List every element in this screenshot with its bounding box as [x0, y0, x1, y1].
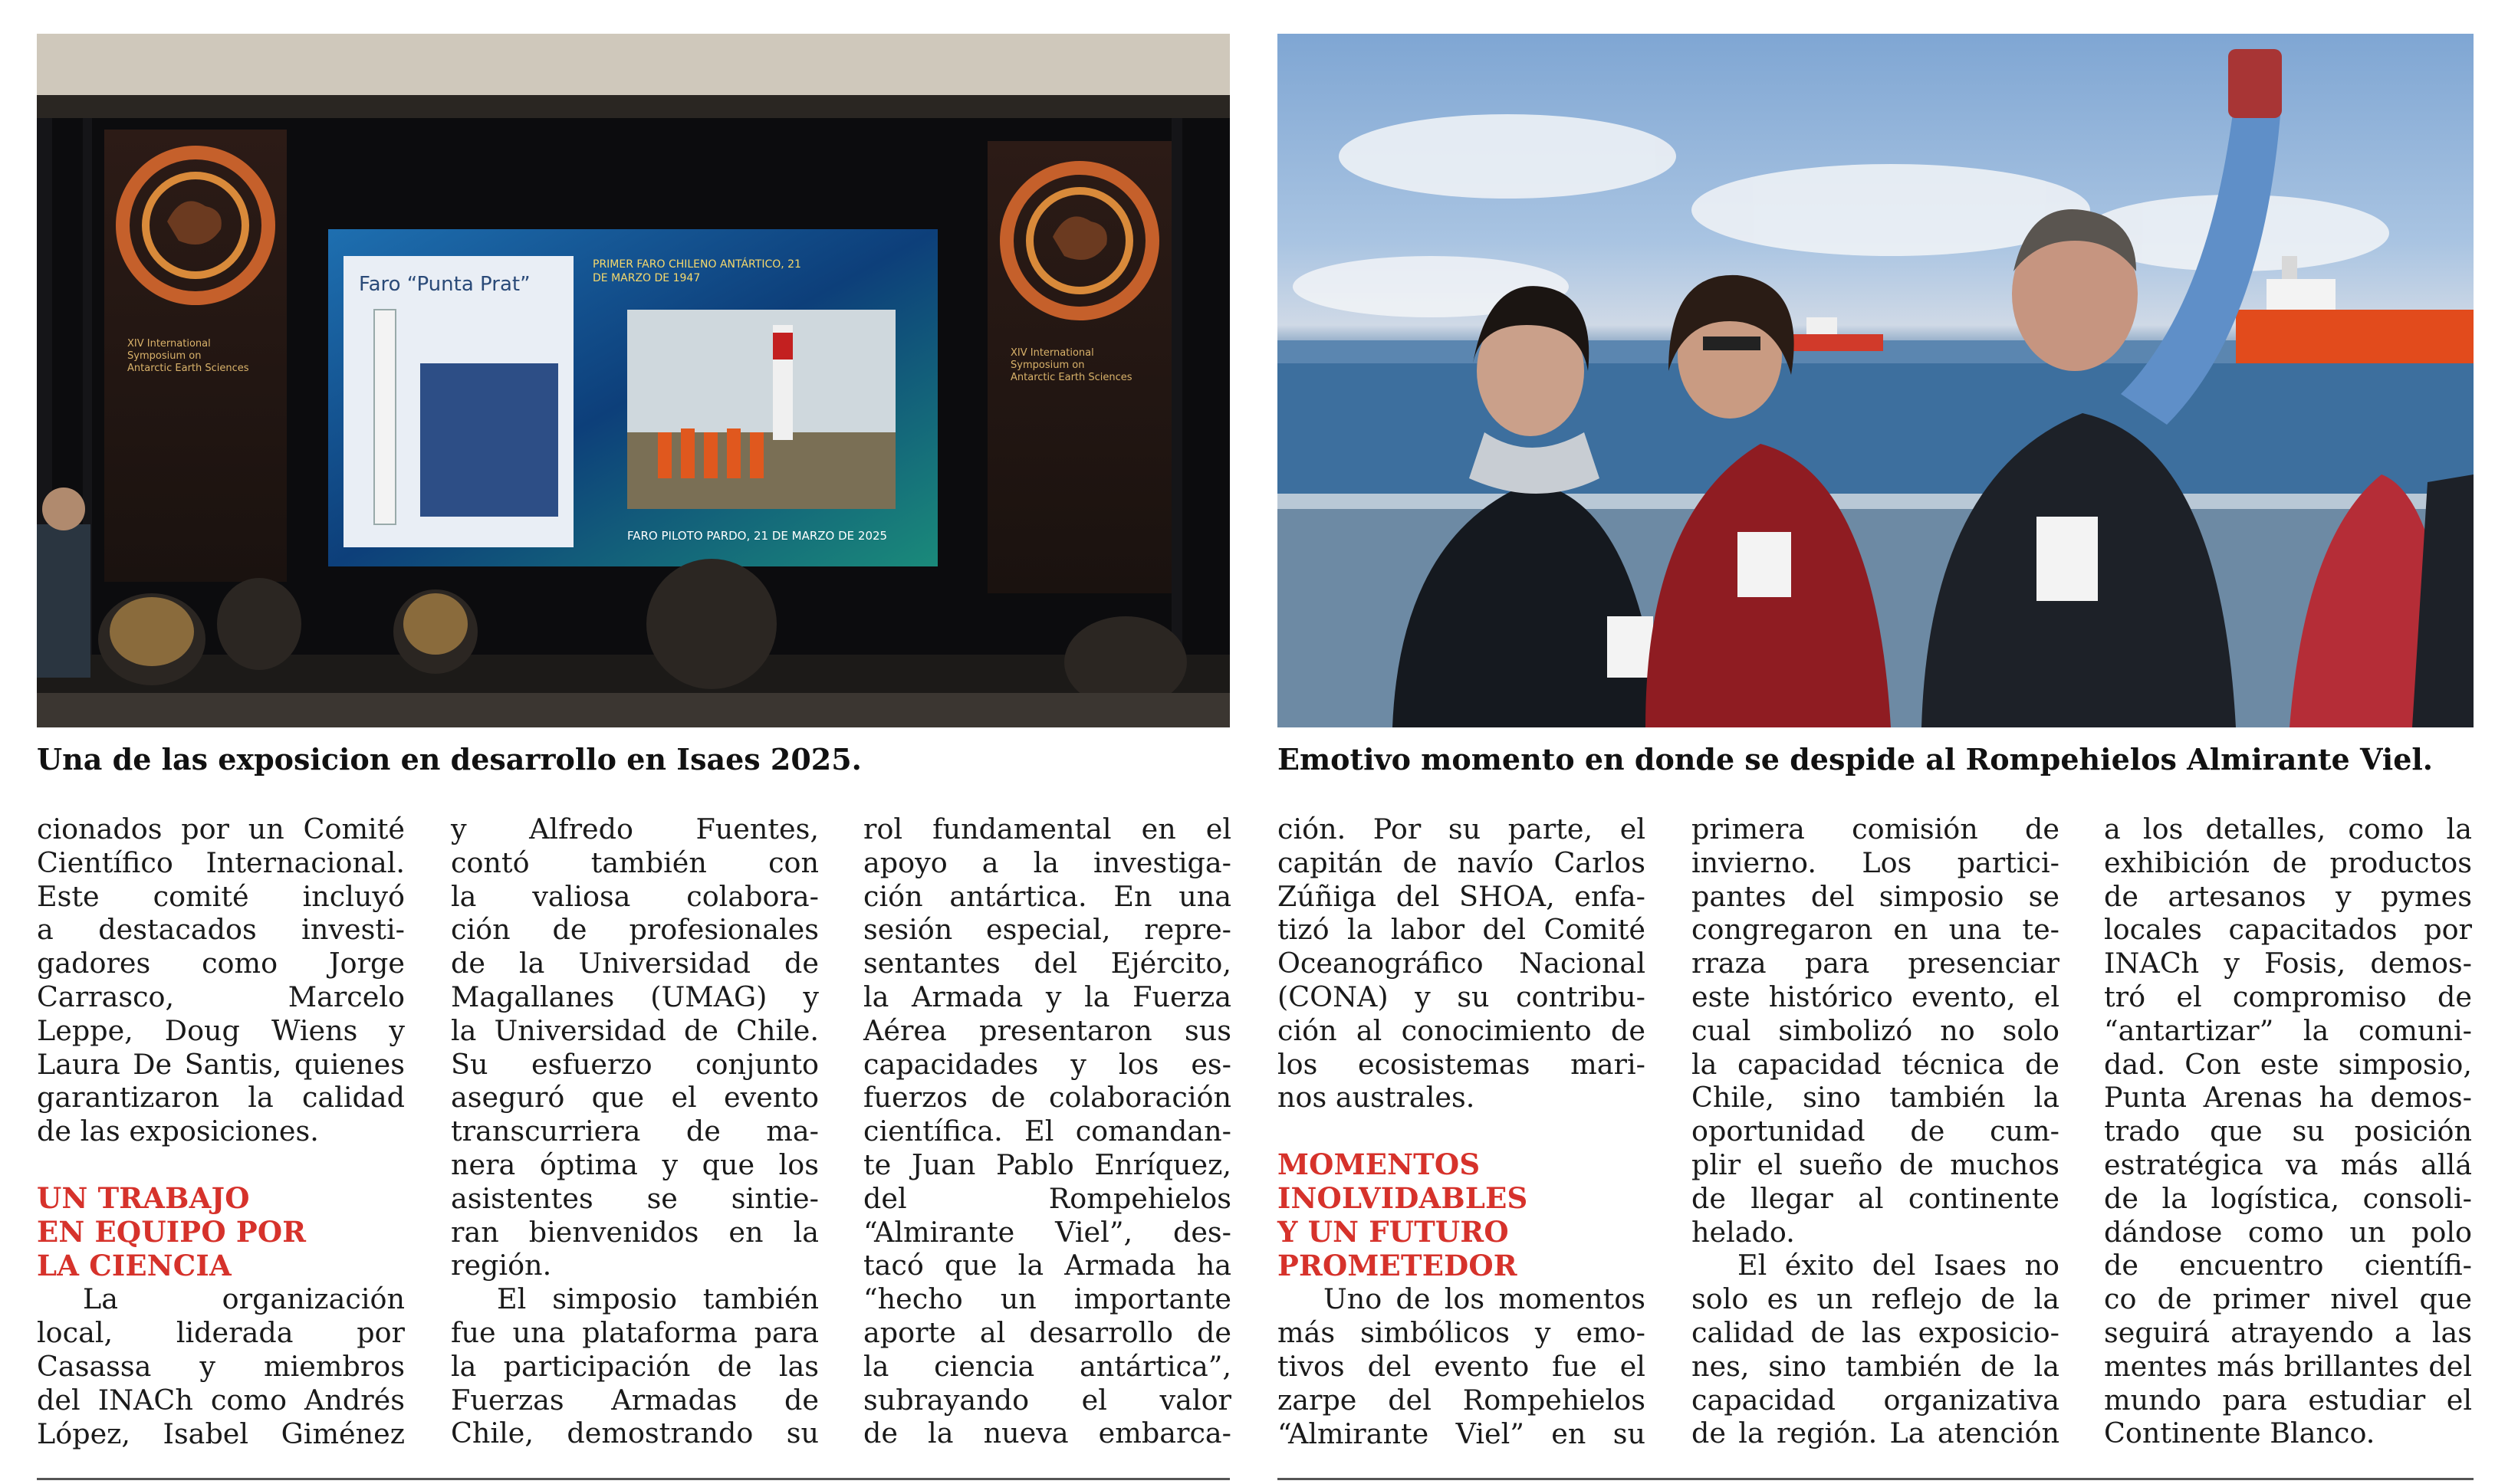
- symposium-illustration: [37, 34, 1230, 727]
- article-text-line: Fuerzas Armadas de: [451, 1383, 819, 1417]
- article-text-line: ción antártica. En una: [863, 879, 1231, 913]
- article-text-line: co de primer nivel que: [2104, 1282, 2472, 1316]
- article-text-line: El éxito del Isaes no: [1737, 1249, 2059, 1282]
- article-text-line: locales capacitados por: [2104, 913, 2472, 947]
- article-text-line: ción de profesionales: [451, 913, 819, 947]
- article-text-line: El simposio también: [497, 1282, 819, 1316]
- article-text-line: nes, sino también de la: [1691, 1349, 2059, 1383]
- section-heading-line: INOLVIDABLES: [1277, 1180, 1528, 1215]
- article-text-line: oportunidad de cum-: [1691, 1115, 2059, 1148]
- banner-left-line-1: XIV International: [127, 338, 211, 350]
- bottom-rule-right: [1277, 1478, 2474, 1480]
- article-text-line: mentes más brillantes del: [2104, 1349, 2472, 1383]
- banner-left-line-2: Symposium on: [127, 350, 202, 362]
- article-text-line: Chile, sino también la: [1691, 1081, 2059, 1115]
- article-text-line: congregaron en una te-: [1691, 913, 2059, 947]
- article-text-line: Carrasco, Marcelo: [37, 980, 405, 1013]
- section-heading-line: MOMENTOS: [1277, 1147, 1481, 1182]
- article-text-line: tivos del evento fue el: [1277, 1349, 1645, 1383]
- article-text-line: ción al conocimiento de: [1277, 1013, 1645, 1047]
- article-text-line: transcurriera de ma-: [451, 1115, 819, 1148]
- article-text-line: subrayando el valor: [863, 1383, 1231, 1417]
- article-text-line: de la logística, consoli-: [2104, 1181, 2472, 1215]
- article-text-line: te Juan Pablo Enríquez,: [863, 1147, 1231, 1181]
- article-text-line: región.: [451, 1249, 552, 1282]
- article-text-line: los ecosistemas mari-: [1277, 1047, 1645, 1081]
- section-heading-line: PROMETEDOR: [1277, 1248, 1517, 1282]
- article-text-line: Zúñiga del SHOA, enfa-: [1277, 879, 1645, 913]
- article-text-line: (CONA) y su contribu-: [1277, 980, 1645, 1013]
- article-text-line: “hecho un importante: [863, 1282, 1231, 1316]
- slide-header-line-1: PRIMER FARO CHILENO ANTÁRTICO, 21: [593, 258, 801, 271]
- article-text-line: primera comisión de: [1691, 813, 2059, 845]
- photo-terrace-selfie: [1277, 34, 2474, 727]
- article-text-line: aseguró que el evento: [451, 1081, 819, 1115]
- article-text-line: INACh y Fosis, demos-: [2104, 947, 2472, 980]
- article-text-line: de la región. La atención: [1691, 1417, 2059, 1450]
- article-text-line: Punta Arenas ha demos-: [2104, 1081, 2472, 1115]
- article-text-line: ción. Por su parte, el: [1277, 813, 1645, 845]
- article-text-line: calidad de las exposicio-: [1691, 1315, 2059, 1349]
- article-text-line: la capacidad técnica de: [1691, 1047, 2059, 1081]
- article-text-line: Continente Blanco.: [2104, 1417, 2375, 1450]
- article-column-3: [863, 813, 1231, 1450]
- article-text-line: Este comité incluyó: [37, 879, 405, 913]
- terrace-illustration: [1277, 34, 2474, 727]
- article-text-line: de la nueva embarca-: [863, 1417, 1231, 1450]
- article-text-line: plir el sueño de muchos: [1691, 1147, 2059, 1181]
- article-text-line: del INACh como Andrés: [37, 1383, 405, 1417]
- article-text-line: estratégica va más allá: [2104, 1147, 2472, 1181]
- article-text-line: del Rompehielos: [863, 1181, 1231, 1215]
- article-text-line: la Armada y la Fuerza: [863, 980, 1231, 1013]
- section-heading-line: EN EQUIPO POR: [37, 1214, 307, 1249]
- article-text-line: de encuentro científi-: [2104, 1249, 2472, 1282]
- article-text-line: apoyo a la investiga-: [863, 845, 1231, 879]
- article-text-line: rol fundamental en el: [863, 813, 1231, 845]
- article-text-line: de la Universidad de: [451, 947, 819, 980]
- paragraph-gap: [1277, 1115, 1645, 1148]
- article-text-line: Laura De Santis, quienes: [37, 1047, 405, 1081]
- article-text-line: cionados por un Comité: [37, 813, 405, 845]
- article-text-line: la ciencia antártica”,: [863, 1349, 1231, 1383]
- article-text-line: Leppe, Doug Wiens y: [37, 1013, 405, 1047]
- slide-footer: FARO PILOTO PARDO, 21 DE MARZO DE 2025: [627, 529, 888, 543]
- article-column-2: [451, 813, 819, 1450]
- article-text-line: gadores como Jorge: [37, 947, 405, 980]
- article-text-line: Oceanográfico Nacional: [1277, 947, 1645, 980]
- article-text-line: local, liderada por: [37, 1316, 405, 1350]
- article-text-line: la Universidad de Chile.: [451, 1013, 819, 1047]
- banner-right-line-2: Symposium on: [1011, 360, 1085, 371]
- article-text-line: de llegar al continente: [1691, 1181, 2059, 1215]
- article-text-line: “Almirante Viel”, des-: [863, 1215, 1231, 1249]
- article-text-line: Casassa y miembros: [37, 1349, 405, 1383]
- article-text-line: mundo para estudiar el: [2104, 1383, 2472, 1417]
- bottom-rule-left: [37, 1478, 1230, 1480]
- article-text-line: capitán de navío Carlos: [1277, 845, 1645, 879]
- article-text-line: a destacados investi-: [37, 913, 405, 947]
- article-text-line: sesión especial, repre-: [863, 913, 1231, 947]
- article-text-line: dad. Con este simposio,: [2104, 1047, 2472, 1081]
- article-text-line: Científico Internacional.: [37, 845, 405, 879]
- article-text-line: nera óptima y que los: [451, 1147, 819, 1181]
- article-text-line: pantes del simposio se: [1691, 879, 2059, 913]
- article-text-line: tacó que la Armada ha: [863, 1249, 1231, 1282]
- article-text-line: López, Isabel Giménez: [37, 1417, 405, 1450]
- article-text-line: dándose como un polo: [2104, 1215, 2472, 1249]
- article-text-line: garantizaron la calidad: [37, 1081, 405, 1115]
- article-text-line: “antartizar” la comuni-: [2104, 1013, 2472, 1047]
- section-heading-line: Y UN FUTURO: [1277, 1214, 1509, 1249]
- article-text-line: solo es un reflejo de la: [1691, 1282, 2059, 1316]
- article-text-line: la participación de las: [451, 1349, 819, 1383]
- article-text-line: nos australes.: [1277, 1081, 1475, 1115]
- section-heading-line: UN TRABAJO: [37, 1180, 250, 1215]
- article-column-6: [2104, 813, 2472, 1450]
- slide-title: Faro “Punta Prat”: [359, 273, 531, 296]
- banner-left-line-3: Antarctic Earth Sciences: [127, 363, 249, 374]
- article-text-line: Aérea presentaron sus: [863, 1013, 1231, 1047]
- article-text-line: seguirá atrayendo a las: [2104, 1315, 2472, 1349]
- article-column-5: [1691, 813, 2059, 1450]
- article-text-line: Su esfuerzo conjunto: [451, 1047, 819, 1081]
- article-text-line: helado.: [1691, 1215, 1795, 1249]
- article-text-line: aporte al desarrollo de: [863, 1315, 1231, 1349]
- banner-right-line-3: Antarctic Earth Sciences: [1011, 372, 1132, 383]
- icebreaker: [2236, 256, 2474, 363]
- article-text-line: y Alfredo Fuentes,: [451, 813, 819, 845]
- slide-header-line-2: DE MARZO DE 1947: [593, 272, 701, 284]
- article-text-line: científica. El comandan-: [863, 1115, 1231, 1148]
- article-text-line: tizó la labor del Comité: [1277, 913, 1645, 947]
- article-text-line: zarpe del Rompehielos: [1277, 1383, 1645, 1417]
- article-text-line: asistentes se sintie-: [451, 1181, 819, 1215]
- article-text-line: ran bienvenidos en la: [451, 1215, 819, 1249]
- article-text-line: la valiosa colabora-: [451, 879, 819, 913]
- article-text-line: La organización: [83, 1282, 405, 1316]
- banner-left: [104, 130, 287, 582]
- article-text-line: Magallanes (UMAG) y: [451, 980, 819, 1013]
- banner-right-line-1: XIV International: [1011, 347, 1094, 359]
- article-text-line: capacidad organizativa: [1691, 1383, 2059, 1417]
- article-text-line: este histórico evento, el: [1691, 980, 2059, 1013]
- article-text-line: Uno de los momentos: [1323, 1282, 1645, 1316]
- article-text-line: capacidades y los es-: [863, 1047, 1231, 1081]
- article-text-line: cual simbolizó no solo: [1691, 1013, 2059, 1047]
- article-text-line: sentantes del Ejército,: [863, 947, 1231, 980]
- article-text-line: más simbólicos y emo-: [1277, 1316, 1645, 1350]
- article-text-line: tró el compromiso de: [2104, 980, 2472, 1013]
- caption-right: Emotivo momento en donde se despide al Rompehielos Almirante Viel.: [1277, 742, 2434, 776]
- article-text-line: de las exposiciones.: [37, 1115, 319, 1148]
- article-text-line: contó también con: [451, 845, 819, 879]
- article-column-4: [1277, 813, 1645, 1450]
- caption-left: Una de las exposicion en desarrollo en Isaes 2025.: [37, 742, 862, 776]
- article-text-line: de artesanos y pymes: [2104, 879, 2472, 913]
- article-text-line: fuerzos de colaboración: [863, 1081, 1231, 1115]
- projection-screen: [328, 229, 938, 566]
- article-text-line: fue una plataforma para: [451, 1315, 819, 1349]
- section-heading-line: LA CIENCIA: [37, 1248, 232, 1282]
- article-text-line: “Almirante Viel” en su: [1277, 1417, 1645, 1450]
- article-column-1: [37, 813, 405, 1450]
- article-text-line: invierno. Los partici-: [1691, 845, 2059, 879]
- photo-symposium-hall: [37, 34, 1230, 727]
- paragraph-gap: [37, 1148, 405, 1182]
- article-text-line: exhibición de productos: [2104, 845, 2472, 879]
- banner-right: [988, 141, 1172, 593]
- article-text-line: trado que su posición: [2104, 1115, 2472, 1148]
- article-text-line: Chile, demostrando su: [451, 1417, 819, 1450]
- article-text-line: rraza para presenciar: [1691, 947, 2059, 980]
- article-text-line: a los detalles, como la: [2104, 813, 2472, 845]
